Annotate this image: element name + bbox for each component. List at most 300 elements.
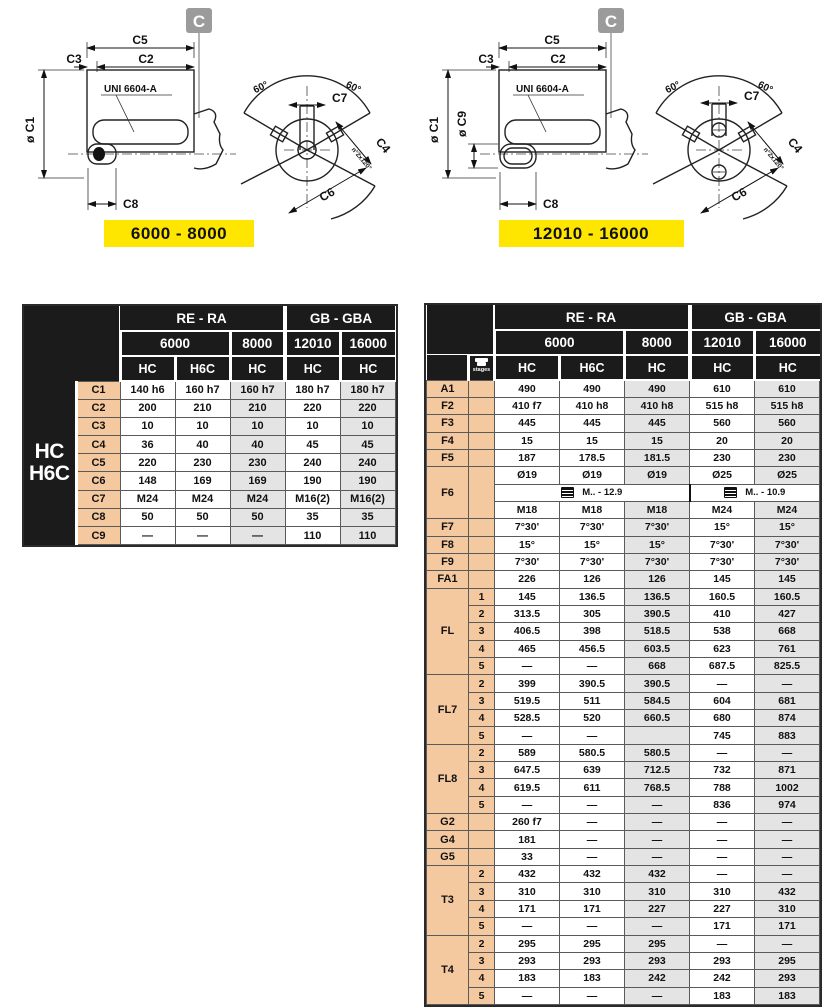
stages-gear-icon [477, 362, 486, 366]
value-cell: — [120, 527, 175, 545]
value-cell: 295 [625, 935, 690, 952]
value-cell: — [495, 918, 560, 935]
dim-c4: C4 [784, 135, 806, 156]
header-corner [24, 306, 120, 381]
value-cell: 295 [560, 935, 625, 952]
value-cell: 589 [495, 744, 560, 761]
value-cell: 660.5 [625, 710, 690, 727]
row-label: C1 [76, 381, 120, 399]
value-cell: — [495, 987, 560, 1004]
value-cell: 560 [690, 415, 755, 432]
value-cell: 190 [340, 472, 395, 490]
row-label: F4 [427, 432, 469, 449]
value-cell: — [690, 935, 755, 952]
stage-cell: 4 [469, 710, 495, 727]
value-cell: 10 [230, 417, 285, 435]
value-cell: 7°30' [625, 519, 690, 536]
value-cell: 110 [340, 527, 395, 545]
value-cell: 490 [625, 380, 690, 397]
type-header: HC [625, 355, 690, 380]
diagram-12010-16000 [416, 2, 826, 296]
row-label: F7 [427, 519, 469, 536]
value-cell: — [690, 866, 755, 883]
stage-cell: 4 [469, 779, 495, 796]
stages-header-spacer [427, 355, 469, 380]
value-cell: 580.5 [625, 744, 690, 761]
value-cell: 200 [120, 399, 175, 417]
dim-c2: C2 [550, 52, 566, 66]
value-cell: 181.5 [625, 449, 690, 466]
value-cell: 171 [560, 900, 625, 917]
stage-cell [469, 848, 495, 865]
row-label: F9 [427, 553, 469, 570]
row-label: T4 [427, 935, 469, 1004]
value-cell: 427 [755, 605, 820, 622]
uni-standard-label: UNI 6604-A [104, 84, 157, 95]
value-cell: 410 f7 [495, 397, 560, 414]
dim-c5: C5 [132, 33, 148, 47]
accessories-dimensions-table [424, 303, 822, 1007]
value-cell: 732 [690, 762, 755, 779]
value-cell: 183 [755, 987, 820, 1004]
caption-12010-16000: 12010 - 16000 [532, 224, 650, 243]
value-cell: M24 [230, 490, 285, 508]
value-cell: 515 h8 [755, 397, 820, 414]
value-cell: 432 [495, 866, 560, 883]
value-cell: 445 [560, 415, 625, 432]
stage-cell: 5 [469, 987, 495, 1004]
dim-c9: ø C9 [455, 110, 469, 138]
value-cell: 293 [560, 952, 625, 969]
value-cell: 45 [285, 436, 340, 454]
value-cell: 145 [495, 588, 560, 605]
row-label: C6 [76, 472, 120, 490]
value-cell: 240 [340, 454, 395, 472]
value-cell: 183 [690, 987, 755, 1004]
value-cell: 20 [755, 432, 820, 449]
value-cell: — [560, 848, 625, 865]
hc-h6c-dimensions-table [22, 304, 398, 547]
value-cell: 35 [285, 508, 340, 526]
stage-cell: 1 [469, 588, 495, 605]
value-cell: 619.5 [495, 779, 560, 796]
value-cell: 230 [755, 449, 820, 466]
size-header: 8000 [625, 330, 690, 355]
value-cell: 560 [755, 415, 820, 432]
value-cell: 10 [175, 417, 230, 435]
value-cell: 15° [625, 536, 690, 553]
value-cell: 610 [755, 380, 820, 397]
value-cell: 398 [560, 623, 625, 640]
value-cell: 528.5 [495, 710, 560, 727]
value-cell: 40 [175, 436, 230, 454]
header-corner [427, 305, 495, 355]
value-cell: 410 h8 [560, 397, 625, 414]
bolt-icon [561, 487, 574, 498]
group-header: RE - RA [495, 305, 690, 330]
value-cell: 1002 [755, 779, 820, 796]
value-cell: 610 [690, 380, 755, 397]
value-cell: 310 [690, 883, 755, 900]
type-header: HC [230, 356, 285, 381]
value-cell: — [625, 987, 690, 1004]
stage-cell [469, 467, 495, 519]
row-label: A1 [427, 380, 469, 397]
row-label: F2 [427, 397, 469, 414]
stage-cell: 4 [469, 640, 495, 657]
size-header: 8000 [230, 331, 285, 356]
value-cell: — [560, 796, 625, 813]
row-label: C5 [76, 454, 120, 472]
value-cell: — [560, 814, 625, 831]
value-cell: — [755, 744, 820, 761]
value-cell: 871 [755, 762, 820, 779]
value-cell: 647.5 [495, 762, 560, 779]
stage-cell: 2 [469, 866, 495, 883]
value-cell: 432 [625, 866, 690, 883]
keyway-slot [93, 120, 188, 144]
value-cell: 180 h7 [285, 381, 340, 399]
stage-cell: 4 [469, 900, 495, 917]
value-cell: 126 [560, 571, 625, 588]
value-cell: — [625, 796, 690, 813]
value-cell: Ø25 [755, 467, 820, 484]
type-header: HC [495, 355, 560, 380]
group-header: GB - GBA [285, 306, 395, 331]
row-label: FA1 [427, 571, 469, 588]
stage-cell [469, 415, 495, 432]
value-cell: 15° [560, 536, 625, 553]
angle-right: 60° [755, 79, 775, 97]
value-cell: 230 [690, 449, 755, 466]
value-cell: 136.5 [560, 588, 625, 605]
section-badge-letter: C [604, 12, 618, 31]
stage-cell [469, 449, 495, 466]
value-cell: 293 [755, 970, 820, 987]
type-header: HC [755, 355, 820, 380]
value-cell: 465 [495, 640, 560, 657]
value-cell: Ø19 [560, 467, 625, 484]
value-cell: 210 [230, 399, 285, 417]
value-cell: 295 [495, 935, 560, 952]
value-cell: 10 [285, 417, 340, 435]
value-cell: 15 [560, 432, 625, 449]
value-cell: 148 [120, 472, 175, 490]
stage-cell: 5 [469, 918, 495, 935]
value-cell: 445 [625, 415, 690, 432]
value-cell: 187 [495, 449, 560, 466]
stage-cell [469, 814, 495, 831]
value-cell: 7°30' [625, 553, 690, 570]
value-cell: M16(2) [285, 490, 340, 508]
value-cell: 584.5 [625, 692, 690, 709]
value-cell: 45 [340, 436, 395, 454]
value-cell: 171 [755, 918, 820, 935]
stage-cell [469, 519, 495, 536]
row-label: C9 [76, 527, 120, 545]
value-cell: M24 [175, 490, 230, 508]
value-cell: 680 [690, 710, 755, 727]
value-cell: 15 [495, 432, 560, 449]
row-label: C7 [76, 490, 120, 508]
value-cell: Ø19 [625, 467, 690, 484]
type-header: HC [690, 355, 755, 380]
value-cell: 227 [690, 900, 755, 917]
stage-cell: 3 [469, 883, 495, 900]
value-cell: M16(2) [340, 490, 395, 508]
value-cell: 220 [120, 454, 175, 472]
value-cell: 160.5 [755, 588, 820, 605]
value-cell: M18 [560, 501, 625, 518]
size-header: 12010 [690, 330, 755, 355]
value-cell: — [230, 527, 285, 545]
value-cell: 140 h6 [120, 381, 175, 399]
value-cell: M24 [755, 501, 820, 518]
row-label: C3 [76, 417, 120, 435]
series-side-label [24, 381, 76, 545]
dim-c1: ø C1 [23, 116, 37, 144]
size-header: 6000 [495, 330, 625, 355]
value-cell: 145 [755, 571, 820, 588]
dim-c6: C6 [728, 184, 750, 205]
value-cell: 226 [495, 571, 560, 588]
row-label: C4 [76, 436, 120, 454]
dim-c1: ø C1 [427, 116, 441, 144]
stage-cell: 2 [469, 744, 495, 761]
value-cell: 768.5 [625, 779, 690, 796]
value-cell: 390.5 [625, 605, 690, 622]
value-cell: 639 [560, 762, 625, 779]
value-cell: 240 [285, 454, 340, 472]
value-cell: 183 [560, 970, 625, 987]
bolt-icon [724, 487, 737, 498]
type-header: HC [285, 356, 340, 381]
value-cell: 668 [625, 658, 690, 675]
value-cell: 160.5 [690, 588, 755, 605]
value-cell: — [755, 935, 820, 952]
value-cell: — [755, 848, 820, 865]
value-cell: 171 [495, 900, 560, 917]
shaft-stub-inner [504, 148, 532, 164]
caption-6000-8000: 6000 - 8000 [130, 224, 228, 243]
value-cell: 836 [690, 796, 755, 813]
value-cell: 50 [120, 508, 175, 526]
value-cell: 7°30' [690, 536, 755, 553]
value-cell: 126 [625, 571, 690, 588]
section-badge-letter: C [192, 12, 206, 31]
value-cell: 7°30' [560, 553, 625, 570]
value-cell: 293 [495, 952, 560, 969]
stage-cell: 2 [469, 935, 495, 952]
value-cell: 390.5 [625, 675, 690, 692]
value-cell: — [625, 831, 690, 848]
value-cell: 169 [230, 472, 285, 490]
value-cell: 15° [755, 519, 820, 536]
value-cell: 511 [560, 692, 625, 709]
value-cell: — [755, 814, 820, 831]
dim-c2: C2 [138, 52, 154, 66]
value-cell: 305 [560, 605, 625, 622]
value-cell: — [755, 831, 820, 848]
stage-cell [469, 831, 495, 848]
value-cell: 230 [175, 454, 230, 472]
stages-icon [469, 355, 495, 380]
value-cell: 432 [560, 866, 625, 883]
row-label: FL7 [427, 675, 469, 744]
stage-cell: 2 [469, 605, 495, 622]
value-cell: 518.5 [625, 623, 690, 640]
value-cell: 445 [495, 415, 560, 432]
value-cell: M18 [495, 501, 560, 518]
stage-cell [469, 536, 495, 553]
value-cell: 15° [495, 536, 560, 553]
value-cell: 50 [175, 508, 230, 526]
value-cell: 520 [560, 710, 625, 727]
value-cell: 295 [755, 952, 820, 969]
value-cell: 110 [285, 527, 340, 545]
stage-cell: 4 [469, 970, 495, 987]
value-cell: 10 [340, 417, 395, 435]
value-cell: 36 [120, 436, 175, 454]
value-cell: 611 [560, 779, 625, 796]
value-cell: 260 f7 [495, 814, 560, 831]
value-cell: 399 [495, 675, 560, 692]
value-cell: 310 [755, 900, 820, 917]
value-cell: 183 [495, 970, 560, 987]
value-cell: 220 [285, 399, 340, 417]
value-cell: 490 [560, 380, 625, 397]
value-cell: — [690, 848, 755, 865]
dim-c3: C3 [478, 52, 494, 66]
row-label: T3 [427, 866, 469, 935]
row-label: C2 [76, 399, 120, 417]
value-cell: Ø19 [495, 467, 560, 484]
dim-c7: C7 [744, 89, 760, 103]
dim-c8: C8 [543, 197, 559, 211]
row-label: F3 [427, 415, 469, 432]
value-cell: 50 [230, 508, 285, 526]
value-cell: — [560, 987, 625, 1004]
value-cell: — [625, 848, 690, 865]
dim-c4: C4 [372, 135, 394, 156]
angle-left: 60° [663, 79, 683, 97]
value-cell: 10 [120, 417, 175, 435]
value-cell: 974 [755, 796, 820, 813]
value-cell: 178.5 [560, 449, 625, 466]
stage-cell: 3 [469, 623, 495, 640]
value-cell: — [690, 744, 755, 761]
value-cell: — [625, 814, 690, 831]
value-cell: 220 [340, 399, 395, 417]
value-cell: — [560, 727, 625, 744]
value-cell: — [495, 796, 560, 813]
value-cell: 227 [625, 900, 690, 917]
dim-c7: C7 [332, 91, 348, 105]
stage-cell [469, 553, 495, 570]
value-cell: 35 [340, 508, 395, 526]
stub-detail [93, 147, 105, 161]
value-cell: 136.5 [625, 588, 690, 605]
value-cell: 230 [230, 454, 285, 472]
value-cell: M24 [690, 501, 755, 518]
value-cell: 515 h8 [690, 397, 755, 414]
value-cell: 293 [690, 952, 755, 969]
value-cell: 410 h8 [625, 397, 690, 414]
value-cell: — [690, 675, 755, 692]
row-label: FL [427, 588, 469, 675]
dim-c3: C3 [66, 52, 82, 66]
size-header: 16000 [755, 330, 820, 355]
stage-cell: 5 [469, 796, 495, 813]
stage-cell: 3 [469, 762, 495, 779]
stage-cell: 2 [469, 675, 495, 692]
value-cell: 406.5 [495, 623, 560, 640]
value-cell: — [560, 918, 625, 935]
value-cell: 490 [495, 380, 560, 397]
value-cell: Ø25 [690, 467, 755, 484]
value-cell: 681 [755, 692, 820, 709]
value-cell: 190 [285, 472, 340, 490]
value-cell: 390.5 [560, 675, 625, 692]
value-cell: 210 [175, 399, 230, 417]
value-cell: 40 [230, 436, 285, 454]
row-label: G4 [427, 831, 469, 848]
row-label: G5 [427, 848, 469, 865]
dim-c5: C5 [544, 33, 560, 47]
value-cell: 242 [625, 970, 690, 987]
type-header: HC [120, 356, 175, 381]
value-cell: 181 [495, 831, 560, 848]
row-label: G2 [427, 814, 469, 831]
value-cell: 7°30' [755, 536, 820, 553]
series-name: HC [34, 439, 64, 463]
value-cell: 7°30' [495, 519, 560, 536]
value-cell: 15° [690, 519, 755, 536]
value-cell: 313.5 [495, 605, 560, 622]
value-cell: 7°30' [495, 553, 560, 570]
stages-label: stages [472, 367, 491, 374]
value-cell: — [560, 658, 625, 675]
value-cell: 410 [690, 605, 755, 622]
value-cell: 745 [690, 727, 755, 744]
value-cell: 668 [755, 623, 820, 640]
value-cell: 761 [755, 640, 820, 657]
value-cell: — [175, 527, 230, 545]
uni-standard-label: UNI 6604-A [516, 84, 569, 95]
diagram-6000-8000 [4, 2, 414, 296]
bolt-class-label: M.. - 10.9 [745, 487, 786, 499]
value-cell: 603.5 [625, 640, 690, 657]
stage-cell: 5 [469, 658, 495, 675]
bolt-class-right [690, 484, 820, 501]
dim-c8: C8 [123, 197, 139, 211]
value-cell: 623 [690, 640, 755, 657]
value-cell: 293 [625, 952, 690, 969]
value-cell: 160 h7 [175, 381, 230, 399]
value-cell: 310 [495, 883, 560, 900]
value-cell: 687.5 [690, 658, 755, 675]
value-cell: — [495, 727, 560, 744]
row-label: F6 [427, 467, 469, 519]
value-cell: 33 [495, 848, 560, 865]
value-cell: 7°30' [755, 553, 820, 570]
angle-left: 60° [251, 79, 271, 97]
value-cell: 712.5 [625, 762, 690, 779]
value-cell: 20 [690, 432, 755, 449]
series-name: H6C [28, 461, 70, 485]
value-cell: — [495, 658, 560, 675]
dim-c6: C6 [316, 184, 338, 205]
